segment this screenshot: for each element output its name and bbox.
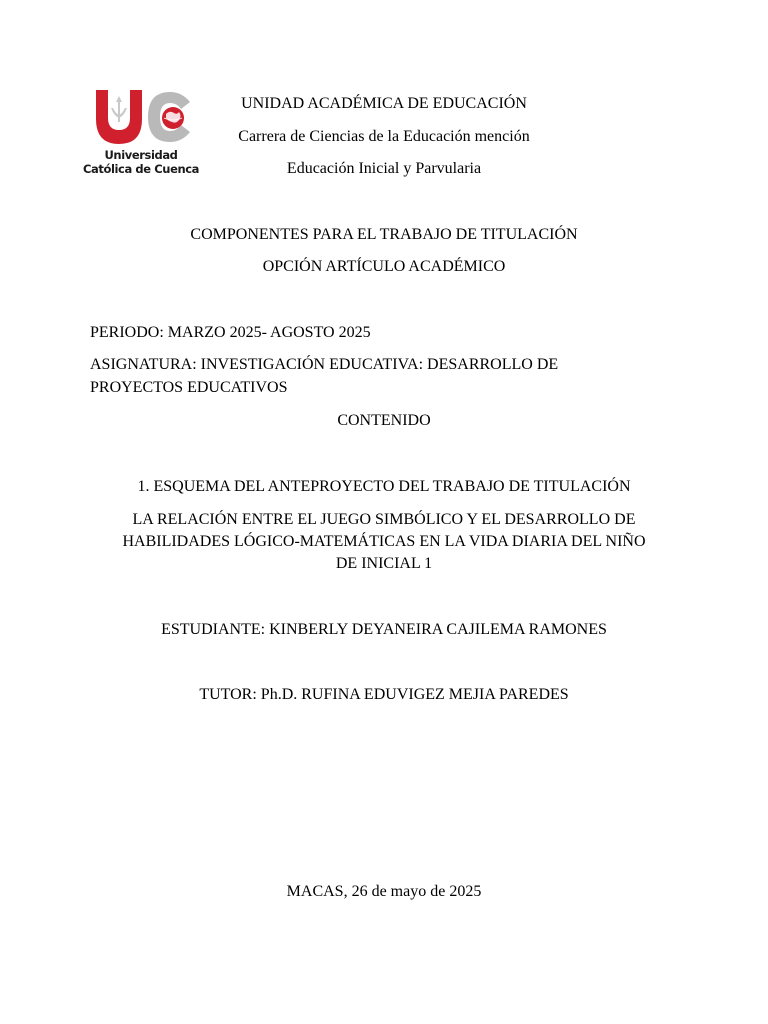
emblem-icon (111, 96, 127, 122)
esquema-item: 1. ESQUEMA DEL ANTEPROYECTO DEL TRABAJO DE TITULACIÓN (137, 478, 631, 495)
header-career: Carrera de Ciencias de la Educación mención (238, 128, 530, 145)
tema-line1: LA RELACIÓN ENTRE EL JUEGO SIMBÓLICO Y EL DESARROLLO DE (132, 511, 636, 528)
logo-text-line2: Católica de Cuenca (82, 162, 200, 176)
tutor-name: TUTOR: Ph.D. RUFINA EDUVIGEZ MEJIA PAREDES (199, 686, 569, 703)
tema-line3: DE INICIAL 1 (335, 555, 433, 572)
document-title: COMPONENTES PARA EL TRABAJO DE TITULACIÓN (190, 226, 578, 243)
header-specialty: Educación Inicial y Parvularia (286, 160, 482, 177)
place-date: MACAS, 26 de mayo de 2025 (286, 883, 482, 900)
asignatura-line1: ASIGNATURA: INVESTIGACIÓN EDUCATIVA: DESARROLLO DE (90, 356, 559, 373)
university-logo (78, 88, 204, 180)
tema-line2: HABILIDADES LÓGICO-MATEMÁTICAS EN LA VIDA DIARIA DEL NIÑO (122, 533, 646, 550)
uc-logo-mark (78, 88, 204, 146)
globe-icon (162, 107, 184, 129)
asignatura-line2: PROYECTOS EDUCATIVOS (90, 379, 288, 396)
document-subtitle: OPCIÓN ARTÍCULO ACADÉMICO (262, 258, 506, 275)
logo-text-line1: Universidad (104, 148, 178, 162)
student-name: ESTUDIANTE: KINBERLY DEYANEIRA CAJILEMA RAMONES (161, 621, 607, 638)
contenido-heading: CONTENIDO (337, 412, 431, 429)
periodo-text: PERIODO: MARZO 2025- AGOSTO 2025 (90, 324, 371, 341)
header-unit: UNIDAD ACADÉMICA DE EDUCACIÓN (241, 95, 527, 112)
